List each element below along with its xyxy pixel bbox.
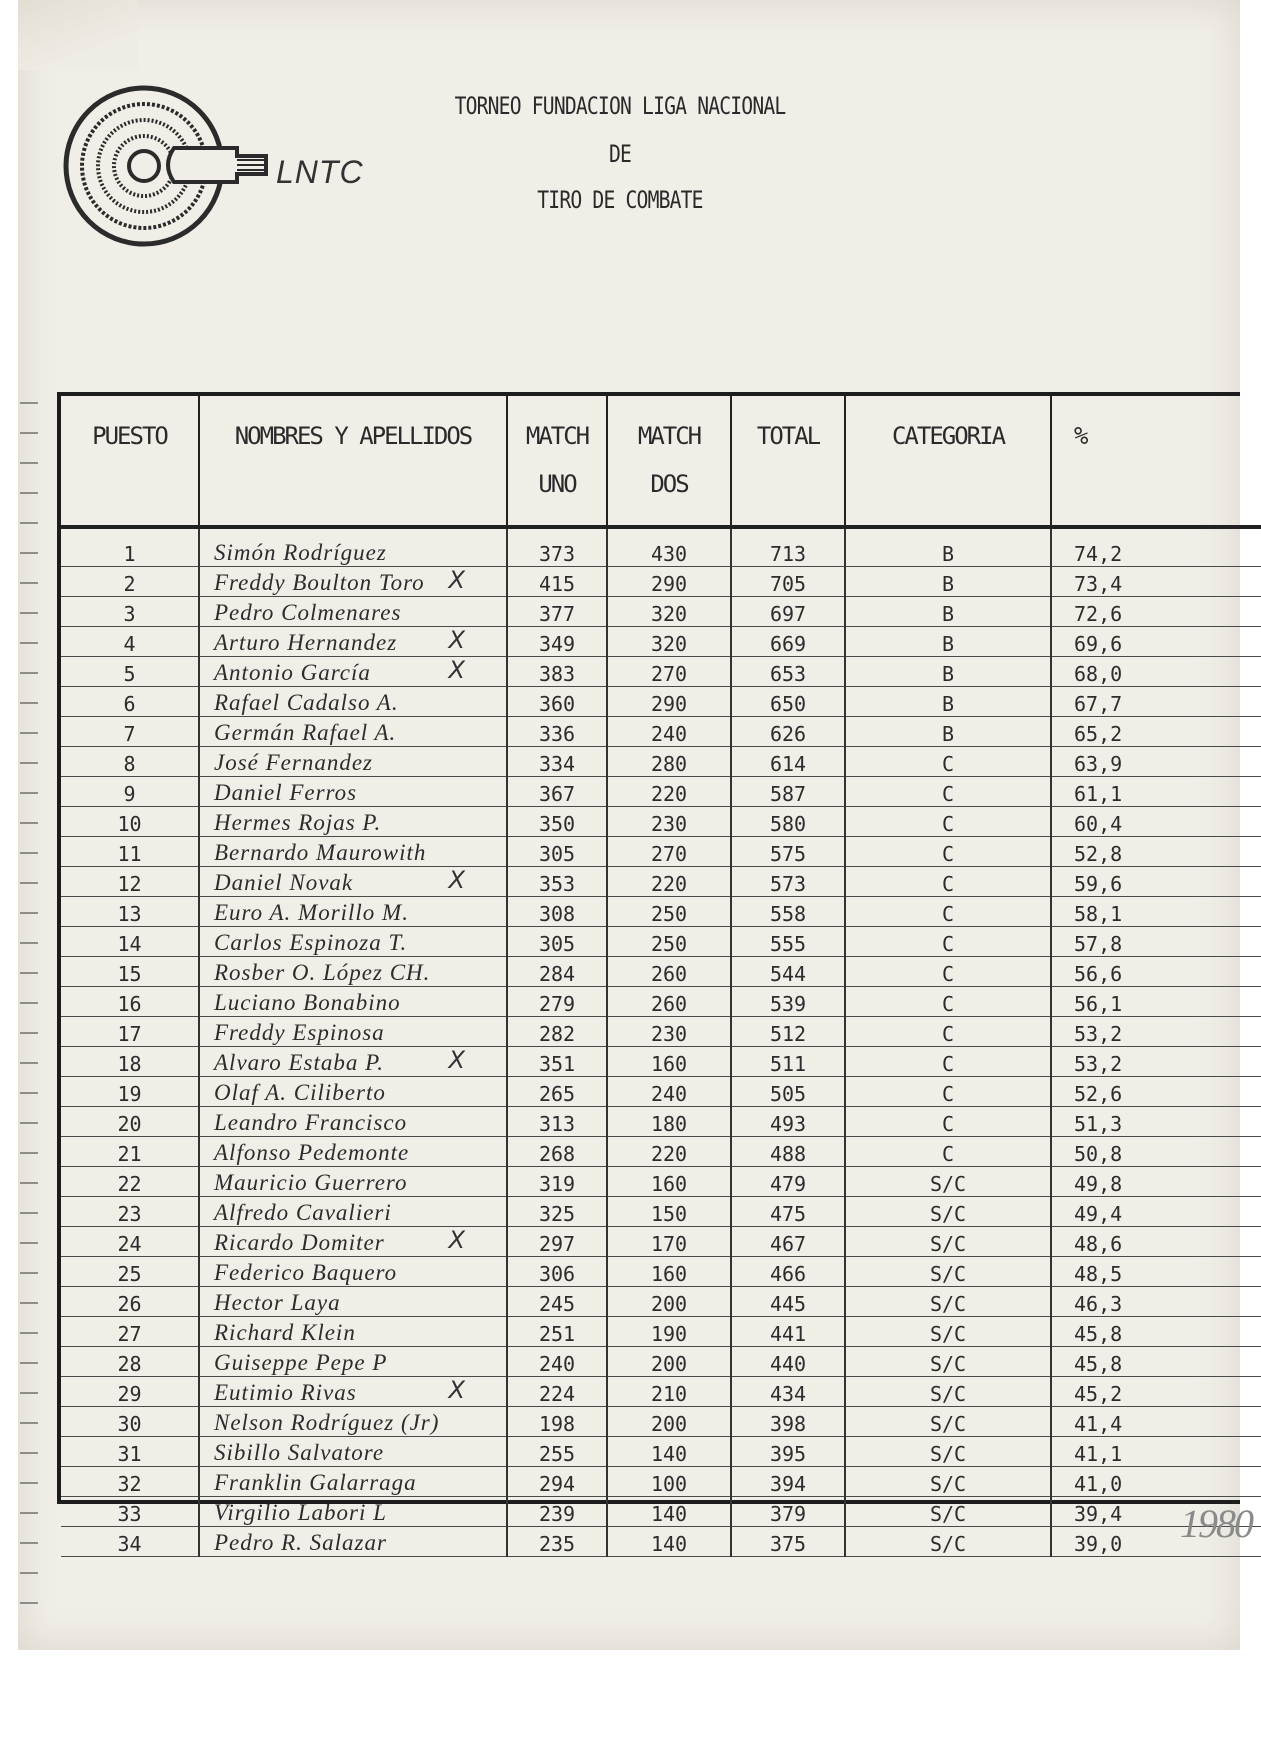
puesto-cell: 22 (61, 1167, 199, 1197)
categoria-cell: C (845, 1047, 1051, 1077)
total-cell: 614 (731, 747, 845, 777)
match-uno-cell: 282 (507, 1017, 607, 1047)
categoria-cell: B (845, 527, 1051, 567)
folded-corner (18, 0, 138, 70)
match-uno-cell: 224 (507, 1377, 607, 1407)
percent-cell: 49,4 (1051, 1197, 1261, 1227)
categoria-cell: B (845, 717, 1051, 747)
match-uno-cell: 360 (507, 687, 607, 717)
check-mark: X (448, 1046, 466, 1074)
match-dos-cell: 230 (607, 807, 731, 837)
percent-cell: 52,8 (1051, 837, 1261, 867)
name-cell: Guiseppe Pepe P (199, 1347, 507, 1377)
col-categoria-header: CATEGORIA (845, 396, 1051, 527)
total-cell: 441 (731, 1317, 845, 1347)
total-cell: 512 (731, 1017, 845, 1047)
percent-cell: 72,6 (1051, 597, 1261, 627)
title-line-3: TIRO DE COMBATE (537, 186, 703, 214)
total-cell: 445 (731, 1287, 845, 1317)
percent-cell: 39,0 (1051, 1527, 1261, 1557)
puesto-cell: 2 (61, 567, 199, 597)
puesto-cell: 25 (61, 1257, 199, 1287)
match-uno-cell: 351 (507, 1047, 607, 1077)
match-dos-cell: 200 (607, 1407, 731, 1437)
categoria-cell: C (845, 1017, 1051, 1047)
match-dos-cell: 430 (607, 527, 731, 567)
puesto-cell: 30 (61, 1407, 199, 1437)
table-row (61, 1167, 1261, 1197)
table-row (61, 747, 1261, 777)
match-uno-cell: 255 (507, 1437, 607, 1467)
percent-cell: 73,4 (1051, 567, 1261, 597)
categoria-cell: C (845, 747, 1051, 777)
match-dos-cell: 250 (607, 897, 731, 927)
total-cell: 580 (731, 807, 845, 837)
name-cell: Mauricio Guerrero (199, 1167, 507, 1197)
check-mark: X (448, 866, 466, 894)
match-uno-cell: 377 (507, 597, 607, 627)
table-row (61, 807, 1261, 837)
name-cell: Simón Rodríguez (199, 527, 507, 567)
match-uno-cell: 367 (507, 777, 607, 807)
puesto-cell: 6 (61, 687, 199, 717)
categoria-cell: C (845, 867, 1051, 897)
percent-cell: 67,7 (1051, 687, 1261, 717)
table-row (61, 1017, 1261, 1047)
match-dos-cell: 270 (607, 837, 731, 867)
results-table (61, 396, 1261, 1557)
name-cell: Alfonso Pedemonte (199, 1137, 507, 1167)
table-row (61, 1257, 1261, 1287)
percent-cell: 41,0 (1051, 1467, 1261, 1497)
puesto-cell: 5 (61, 657, 199, 687)
check-mark: X (448, 566, 466, 594)
name-cell: Leandro Francisco (199, 1107, 507, 1137)
match-dos-cell: 160 (607, 1167, 731, 1197)
match-dos-cell: 160 (607, 1257, 731, 1287)
match-uno-cell: 239 (507, 1497, 607, 1527)
match-dos-cell: 140 (607, 1527, 731, 1557)
percent-cell: 45,8 (1051, 1347, 1261, 1377)
name-cell: Nelson Rodríguez (Jr) (199, 1407, 507, 1437)
match-dos-cell: 150 (607, 1197, 731, 1227)
name-cell: Daniel Novak X (199, 867, 507, 897)
col-pct-header: % (1051, 396, 1261, 527)
table-row (61, 777, 1261, 807)
match-uno-cell: 305 (507, 927, 607, 957)
match-uno-cell: 415 (507, 567, 607, 597)
puesto-cell: 7 (61, 717, 199, 747)
categoria-cell: S/C (845, 1347, 1051, 1377)
puesto-cell: 34 (61, 1527, 199, 1557)
categoria-cell: S/C (845, 1407, 1051, 1437)
match-dos-cell: 320 (607, 597, 731, 627)
table-row (61, 657, 1261, 687)
categoria-cell: C (845, 897, 1051, 927)
percent-cell: 58,1 (1051, 897, 1261, 927)
table-row (61, 567, 1261, 597)
percent-cell: 41,1 (1051, 1437, 1261, 1467)
total-cell: 558 (731, 897, 845, 927)
table-row (61, 1287, 1261, 1317)
match-dos-cell: 210 (607, 1377, 731, 1407)
categoria-cell: B (845, 567, 1051, 597)
puesto-cell: 21 (61, 1137, 199, 1167)
name-cell: Freddy Espinosa (199, 1017, 507, 1047)
categoria-cell: S/C (845, 1257, 1051, 1287)
match-uno-cell: 284 (507, 957, 607, 987)
total-cell: 488 (731, 1137, 845, 1167)
categoria-cell: C (845, 837, 1051, 867)
puesto-cell: 16 (61, 987, 199, 1017)
puesto-cell: 1 (61, 527, 199, 567)
match-dos-cell: 240 (607, 717, 731, 747)
match-uno-cell: 383 (507, 657, 607, 687)
puesto-cell: 12 (61, 867, 199, 897)
total-cell: 697 (731, 597, 845, 627)
total-cell: 398 (731, 1407, 845, 1437)
puesto-cell: 20 (61, 1107, 199, 1137)
total-cell: 395 (731, 1437, 845, 1467)
total-cell: 475 (731, 1197, 845, 1227)
match-uno-cell: 325 (507, 1197, 607, 1227)
percent-cell: 52,6 (1051, 1077, 1261, 1107)
total-cell: 650 (731, 687, 845, 717)
categoria-cell: C (845, 1107, 1051, 1137)
categoria-cell: C (845, 957, 1051, 987)
match-uno-cell: 313 (507, 1107, 607, 1137)
total-cell: 479 (731, 1167, 845, 1197)
percent-cell: 69,6 (1051, 627, 1261, 657)
total-cell: 379 (731, 1497, 845, 1527)
match-uno-cell: 198 (507, 1407, 607, 1437)
table-row (61, 687, 1261, 717)
match-dos-cell: 260 (607, 957, 731, 987)
name-cell: Eutimio Rivas X (199, 1377, 507, 1407)
check-mark: X (448, 626, 466, 654)
categoria-cell: C (845, 807, 1051, 837)
title-line-1: TORNEO FUNDACION LIGA NACIONAL (454, 92, 786, 120)
match-dos-cell: 220 (607, 1137, 731, 1167)
percent-cell: 60,4 (1051, 807, 1261, 837)
match-uno-cell: 353 (507, 867, 607, 897)
categoria-cell: S/C (845, 1377, 1051, 1407)
categoria-cell: S/C (845, 1497, 1051, 1527)
percent-cell: 39,4 (1051, 1497, 1261, 1527)
puesto-cell: 28 (61, 1347, 199, 1377)
categoria-cell: S/C (845, 1527, 1051, 1557)
match-uno-cell: 251 (507, 1317, 607, 1347)
puesto-cell: 18 (61, 1047, 199, 1077)
table-row (61, 1407, 1261, 1437)
categoria-cell: S/C (845, 1197, 1051, 1227)
total-cell: 493 (731, 1107, 845, 1137)
match-dos-cell: 140 (607, 1437, 731, 1467)
match-uno-cell: 334 (507, 747, 607, 777)
puesto-cell: 15 (61, 957, 199, 987)
categoria-cell: B (845, 597, 1051, 627)
percent-cell: 41,4 (1051, 1407, 1261, 1437)
name-cell: Bernardo Maurowith (199, 837, 507, 867)
perforation-marks (20, 380, 38, 1630)
categoria-cell: S/C (845, 1227, 1051, 1257)
name-cell: Freddy Boulton Toro X (199, 567, 507, 597)
table-row (61, 897, 1261, 927)
check-mark: X (448, 1376, 466, 1404)
total-cell: 466 (731, 1257, 845, 1287)
categoria-cell: B (845, 657, 1051, 687)
table-row (61, 867, 1261, 897)
percent-cell: 53,2 (1051, 1017, 1261, 1047)
puesto-cell: 13 (61, 897, 199, 927)
table-row (61, 597, 1261, 627)
match-uno-cell: 373 (507, 527, 607, 567)
name-cell: Germán Rafael A. (199, 717, 507, 747)
puesto-cell: 23 (61, 1197, 199, 1227)
table-row (61, 1077, 1261, 1107)
puesto-cell: 19 (61, 1077, 199, 1107)
match-uno-cell: 297 (507, 1227, 607, 1257)
table-row (61, 1377, 1261, 1407)
name-cell: Franklin Galarraga (199, 1467, 507, 1497)
puesto-cell: 32 (61, 1467, 199, 1497)
percent-cell: 49,8 (1051, 1167, 1261, 1197)
total-cell: 669 (731, 627, 845, 657)
percent-cell: 74,2 (1051, 527, 1261, 567)
percent-cell: 68,0 (1051, 657, 1261, 687)
total-cell: 539 (731, 987, 845, 1017)
categoria-cell: S/C (845, 1437, 1051, 1467)
check-mark: X (448, 656, 466, 684)
match-dos-cell: 280 (607, 747, 731, 777)
total-cell: 505 (731, 1077, 845, 1107)
table-row (61, 717, 1261, 747)
name-cell: Hector Laya (199, 1287, 507, 1317)
total-cell: 394 (731, 1467, 845, 1497)
categoria-cell: C (845, 927, 1051, 957)
match-uno-cell: 268 (507, 1137, 607, 1167)
match-dos-cell: 250 (607, 927, 731, 957)
categoria-cell: C (845, 1137, 1051, 1167)
col-puesto-header: PUESTO (61, 396, 199, 527)
total-cell: 434 (731, 1377, 845, 1407)
categoria-cell: B (845, 627, 1051, 657)
match-uno-cell: 350 (507, 807, 607, 837)
name-cell: Pedro Colmenares (199, 597, 507, 627)
name-cell: Alvaro Estaba P. X (199, 1047, 507, 1077)
total-cell: 626 (731, 717, 845, 747)
match-uno-cell: 294 (507, 1467, 607, 1497)
percent-cell: 53,2 (1051, 1047, 1261, 1077)
puesto-cell: 24 (61, 1227, 199, 1257)
table-row (61, 987, 1261, 1017)
name-cell: Antonio García X (199, 657, 507, 687)
name-cell: Arturo Hernandez X (199, 627, 507, 657)
results-body (61, 527, 1261, 1557)
total-cell: 467 (731, 1227, 845, 1257)
name-cell: Luciano Bonabino (199, 987, 507, 1017)
total-cell: 705 (731, 567, 845, 597)
check-mark: X (448, 1226, 466, 1254)
puesto-cell: 4 (61, 627, 199, 657)
percent-cell: 48,6 (1051, 1227, 1261, 1257)
total-cell: 573 (731, 867, 845, 897)
match-dos-cell: 140 (607, 1497, 731, 1527)
percent-cell: 56,6 (1051, 957, 1261, 987)
match-uno-cell: 349 (507, 627, 607, 657)
puesto-cell: 31 (61, 1437, 199, 1467)
name-cell: Rosber O. López CH. (199, 957, 507, 987)
match-uno-cell: 319 (507, 1167, 607, 1197)
puesto-cell: 26 (61, 1287, 199, 1317)
match-dos-cell: 190 (607, 1317, 731, 1347)
match-dos-cell: 260 (607, 987, 731, 1017)
total-cell: 555 (731, 927, 845, 957)
puesto-cell: 11 (61, 837, 199, 867)
table-row (61, 1197, 1261, 1227)
name-cell: Sibillo Salvatore (199, 1437, 507, 1467)
match-uno-cell: 240 (507, 1347, 607, 1377)
categoria-cell: B (845, 687, 1051, 717)
match-uno-cell: 306 (507, 1257, 607, 1287)
match-dos-cell: 240 (607, 1077, 731, 1107)
match-dos-cell: 100 (607, 1467, 731, 1497)
puesto-cell: 9 (61, 777, 199, 807)
match-dos-cell: 290 (607, 687, 731, 717)
percent-cell: 48,5 (1051, 1257, 1261, 1287)
total-cell: 587 (731, 777, 845, 807)
categoria-cell: S/C (845, 1167, 1051, 1197)
name-cell: Ricardo Domiter X (199, 1227, 507, 1257)
table-row (61, 1047, 1261, 1077)
match-dos-cell: 180 (607, 1107, 731, 1137)
name-cell: Alfredo Cavalieri (199, 1197, 507, 1227)
categoria-cell: C (845, 777, 1051, 807)
puesto-cell: 3 (61, 597, 199, 627)
table-row (61, 1317, 1261, 1347)
name-cell: Hermes Rojas P. (199, 807, 507, 837)
puesto-cell: 10 (61, 807, 199, 837)
name-cell: Rafael Cadalso A. (199, 687, 507, 717)
table-row (61, 1437, 1261, 1467)
puesto-cell: 27 (61, 1317, 199, 1347)
name-cell: Richard Klein (199, 1317, 507, 1347)
total-cell: 375 (731, 1527, 845, 1557)
table-row (61, 1347, 1261, 1377)
percent-cell: 63,9 (1051, 747, 1261, 777)
match-uno-cell: 336 (507, 717, 607, 747)
match-uno-cell: 245 (507, 1287, 607, 1317)
percent-cell: 51,3 (1051, 1107, 1261, 1137)
puesto-cell: 17 (61, 1017, 199, 1047)
match-dos-cell: 320 (607, 627, 731, 657)
table-row (61, 527, 1261, 567)
percent-cell: 45,8 (1051, 1317, 1261, 1347)
col-nombre-header: NOMBRES Y APELLIDOS (199, 396, 507, 527)
match-uno-cell: 308 (507, 897, 607, 927)
match-dos-cell: 170 (607, 1227, 731, 1257)
logo-text: LNTC (276, 154, 364, 190)
match-uno-cell: 265 (507, 1077, 607, 1107)
name-cell: Pedro R. Salazar (199, 1527, 507, 1557)
percent-cell: 45,2 (1051, 1377, 1261, 1407)
categoria-cell: C (845, 1077, 1051, 1107)
percent-cell: 56,1 (1051, 987, 1261, 1017)
categoria-cell: S/C (845, 1317, 1051, 1347)
match-dos-cell: 220 (607, 867, 731, 897)
percent-cell: 57,8 (1051, 927, 1261, 957)
table-row (61, 1227, 1261, 1257)
col-match-uno-header: MATCH UNO (507, 396, 607, 527)
table-row (61, 837, 1261, 867)
name-cell: Olaf A. Ciliberto (199, 1077, 507, 1107)
name-cell: Virgilio Labori L (199, 1497, 507, 1527)
categoria-cell: C (845, 987, 1051, 1017)
percent-cell: 61,1 (1051, 777, 1261, 807)
table-row (61, 1527, 1261, 1557)
percent-cell: 50,8 (1051, 1137, 1261, 1167)
percent-cell: 46,3 (1051, 1287, 1261, 1317)
name-cell: José Fernandez (199, 747, 507, 777)
puesto-cell: 8 (61, 747, 199, 777)
match-dos-cell: 160 (607, 1047, 731, 1077)
puesto-cell: 14 (61, 927, 199, 957)
name-cell: Euro A. Morillo M. (199, 897, 507, 927)
categoria-cell: S/C (845, 1287, 1051, 1317)
name-cell: Daniel Ferros (199, 777, 507, 807)
name-cell: Carlos Espinoza T. (199, 927, 507, 957)
title-line-2: DE (608, 140, 632, 168)
match-dos-cell: 290 (607, 567, 731, 597)
table-row (61, 1107, 1261, 1137)
table-row (61, 1467, 1261, 1497)
name-cell: Federico Baquero (199, 1257, 507, 1287)
match-uno-cell: 235 (507, 1527, 607, 1557)
table-row (61, 927, 1261, 957)
total-cell: 575 (731, 837, 845, 867)
table-row (61, 627, 1261, 657)
handwritten-year: 1980 (1180, 1501, 1252, 1546)
total-cell: 713 (731, 527, 845, 567)
puesto-cell: 33 (61, 1497, 199, 1527)
total-cell: 440 (731, 1347, 845, 1377)
table-row (61, 957, 1261, 987)
table-row (61, 1137, 1261, 1167)
match-dos-cell: 230 (607, 1017, 731, 1047)
total-cell: 511 (731, 1047, 845, 1077)
match-uno-cell: 279 (507, 987, 607, 1017)
categoria-cell: S/C (845, 1467, 1051, 1497)
total-cell: 653 (731, 657, 845, 687)
total-cell: 544 (731, 957, 845, 987)
percent-cell: 65,2 (1051, 717, 1261, 747)
match-dos-cell: 200 (607, 1287, 731, 1317)
col-total-header: TOTAL (731, 396, 845, 527)
header-row (61, 396, 1261, 527)
percent-cell: 59,6 (1051, 867, 1261, 897)
match-dos-cell: 220 (607, 777, 731, 807)
match-dos-cell: 270 (607, 657, 731, 687)
puesto-cell: 29 (61, 1377, 199, 1407)
match-dos-cell: 200 (607, 1347, 731, 1377)
match-uno-cell: 305 (507, 837, 607, 867)
col-match-dos-header: MATCH DOS (607, 396, 731, 527)
table-row (61, 1497, 1261, 1527)
